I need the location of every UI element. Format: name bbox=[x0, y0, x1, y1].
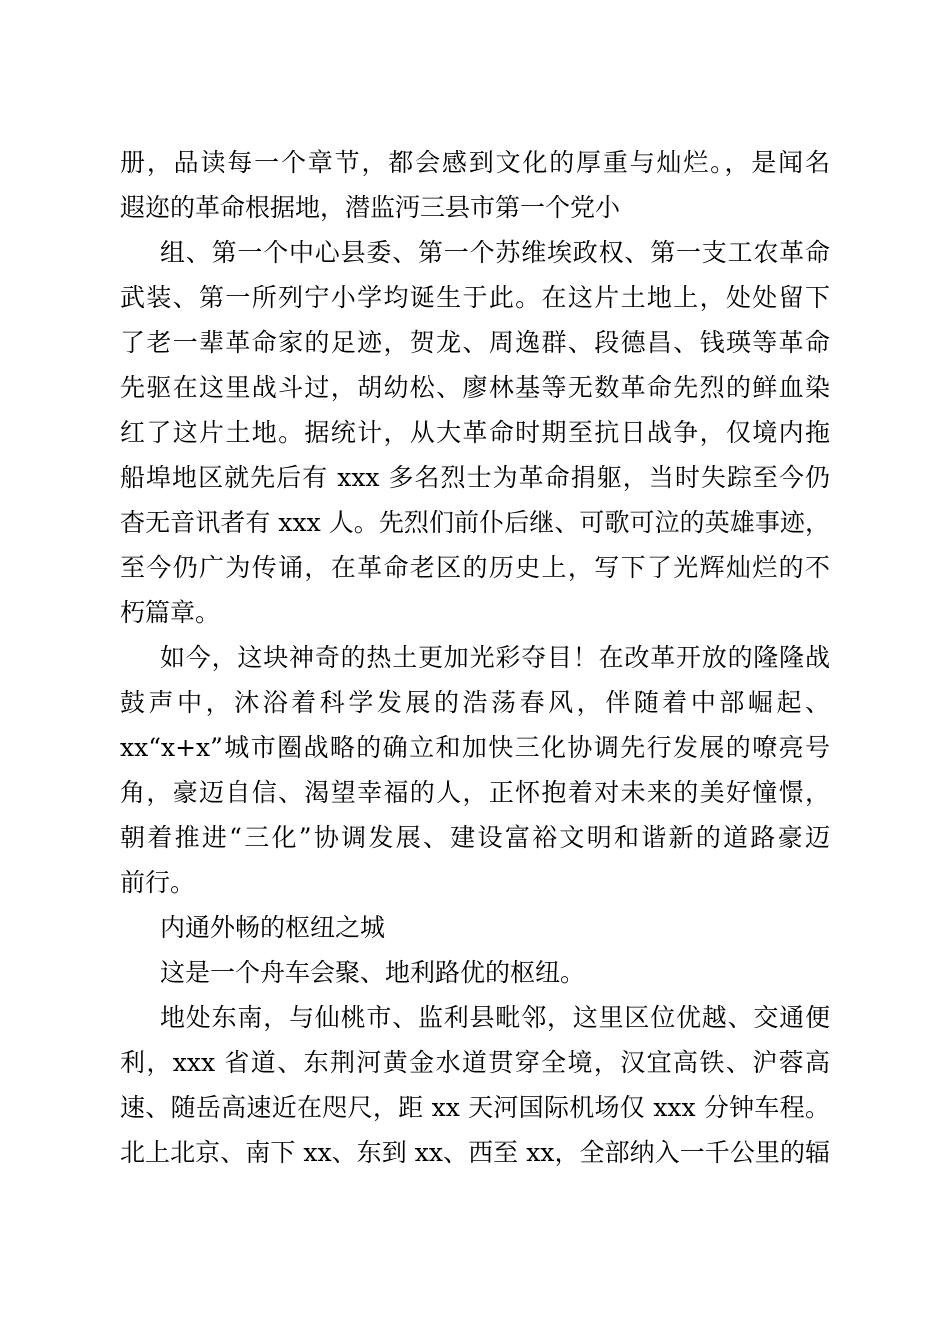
text-line: 朽篇章。 bbox=[120, 598, 221, 627]
text-line: 鼓声中，沐浴着科学发展的浩荡春风，伴随着中部崛起、 bbox=[120, 688, 830, 717]
text-line: 红了这片土地。据统计，从大革命时期至抗日战争，仅境内拖 bbox=[120, 418, 830, 447]
text-line: 武装、第一所列宁小学均诞生于此。在这片土地上，处处留下 bbox=[120, 283, 830, 312]
text-line: 利，xxx 省道、东荆河黄金水道贯穿全境，汉宜高铁、沪蓉高 bbox=[120, 1048, 830, 1077]
text-line: 前行。 bbox=[120, 868, 196, 897]
text-line: 速、随岳高速近在咫尺，距 xx 天河国际机场仅 xxx 分钟车程。 bbox=[120, 1093, 830, 1122]
text-line: 组、第一个中心县委、第一个苏维埃政权、第一支工农革命 bbox=[160, 238, 830, 267]
text-line: xx“x+x”城市圈战略的确立和加快三化协调先行发展的嘹亮号 bbox=[120, 733, 830, 762]
text-line: 如今，这块神奇的热土更加光彩夺目！在改革开放的隆隆战 bbox=[160, 643, 830, 672]
text-line: 杳无音讯者有 xxx 人。先烈们前仆后继、可歌可泣的英雄事迹， bbox=[120, 508, 830, 537]
text-line: 北上北京、南下 xx、东到 xx、西至 xx，全部纳入一千公里的辐 bbox=[120, 1138, 830, 1167]
text-line: 册，品读每一个章节，都会感到文化的厚重与灿烂。，是闻名 bbox=[120, 148, 830, 177]
text-line: 先驱在这里战斗过，胡幼松、廖林基等无数革命先烈的鲜血染 bbox=[120, 373, 830, 402]
text-line: 遐迩的革命根据地，潜监沔三县市第一个党小 bbox=[120, 193, 621, 222]
text-line: 朝着推进“三化”协调发展、建设富裕文明和谐新的道路豪迈 bbox=[120, 823, 830, 852]
section-heading: 内通外畅的枢纽之城 bbox=[160, 913, 386, 942]
text-line: 地处东南，与仙桃市、监利县毗邻，这里区位优越、交通便 bbox=[160, 1003, 830, 1032]
text-line: 角，豪迈自信、渴望幸福的人，正怀抱着对未来的美好憧憬， bbox=[120, 778, 830, 807]
text-line: 船埠地区就先后有 xxx 多名烈士为革命捐躯，当时失踪至今仍 bbox=[120, 463, 830, 492]
text-line: 了老一辈革命家的足迹，贺龙、周逸群、段德昌、钱瑛等革命 bbox=[120, 328, 830, 357]
body-text bbox=[120, 140, 830, 1175]
text-line: 这是一个舟车会聚、地利路优的枢纽。 bbox=[160, 958, 586, 987]
text-line: 至今仍广为传诵，在革命老区的历史上，写下了光辉灿烂的不 bbox=[120, 553, 830, 582]
